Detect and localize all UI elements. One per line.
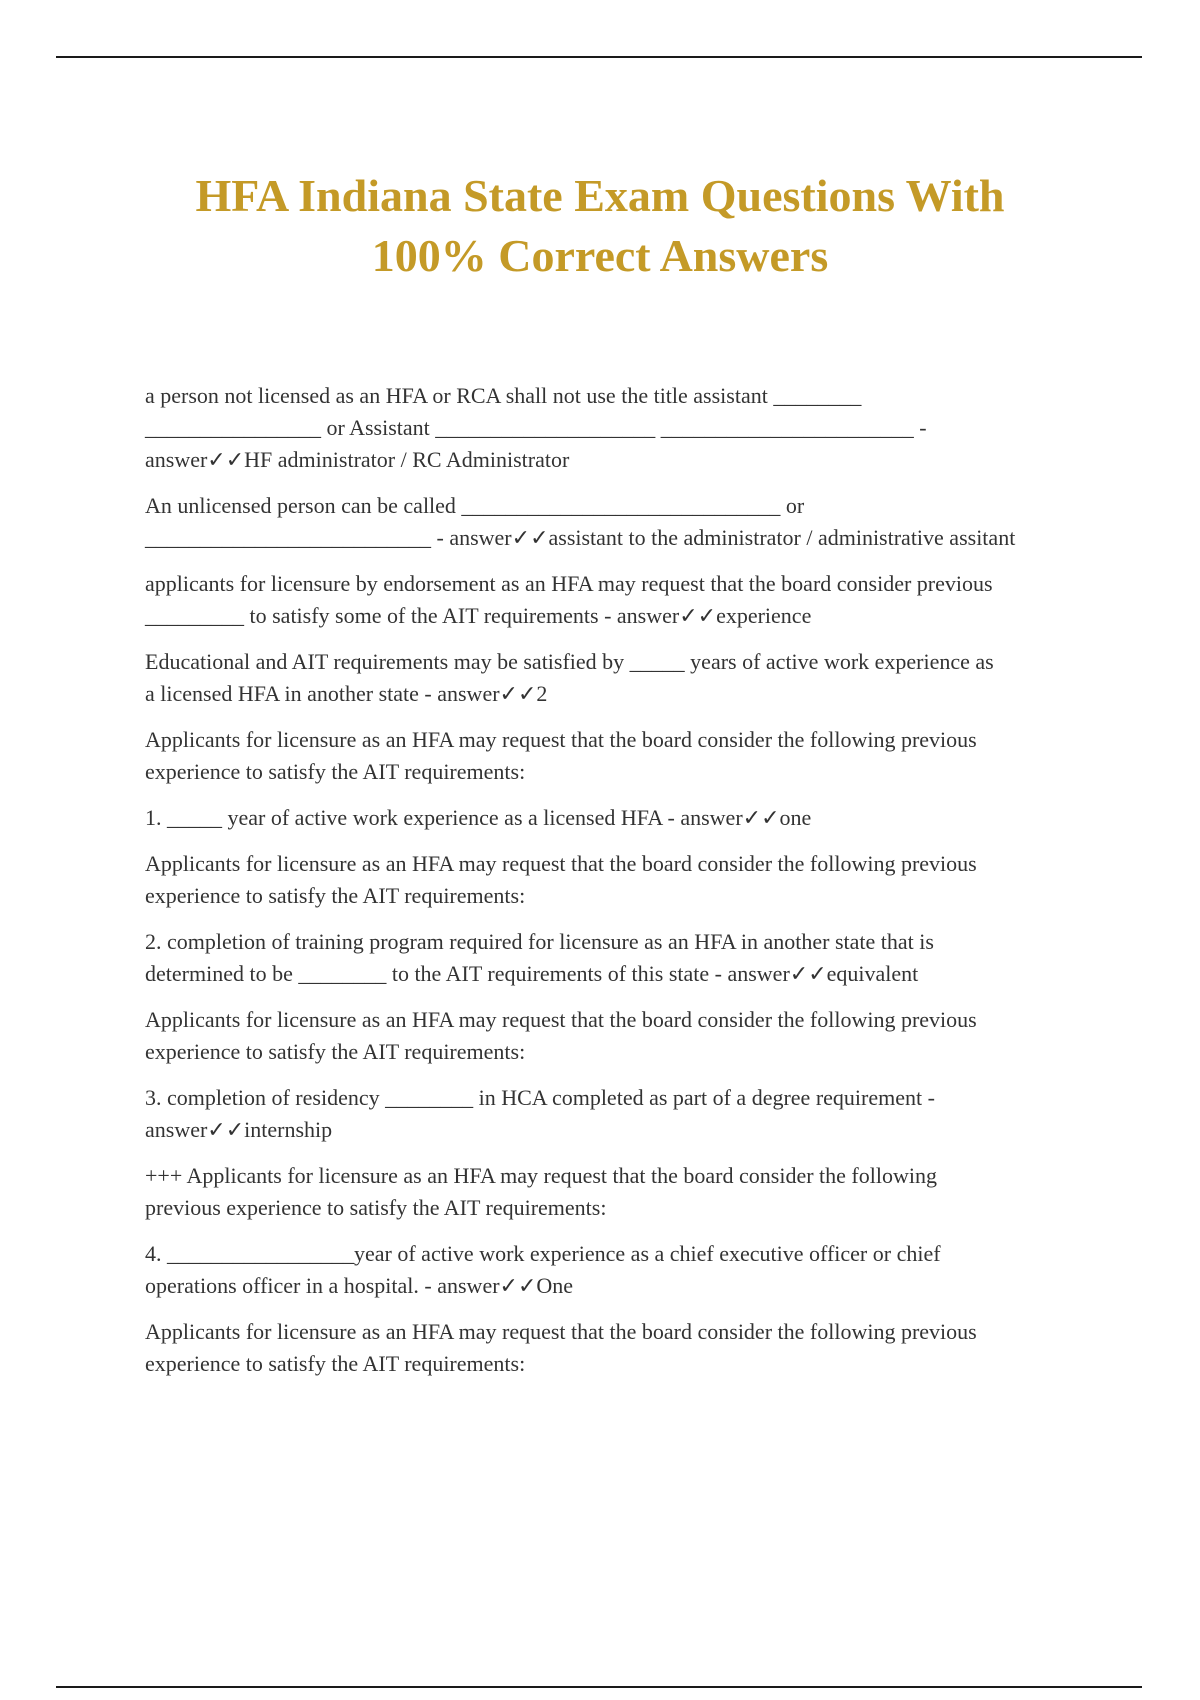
- paragraph-line: An unlicensed person can be called _____________________________ or: [145, 493, 805, 518]
- paragraph-line: 1. _____ year of active work experience as a licensed HFA - answer✓✓one: [145, 805, 812, 830]
- paragraph-line: __________________________ - answer✓✓assistant to the administrator / administrative assitant: [145, 525, 1016, 550]
- title-line-1: HFA Indiana State Exam Questions With: [195, 170, 1005, 221]
- paragraph-line: experience to satisfy the AIT requirements:: [145, 1039, 526, 1064]
- paragraph-line: Applicants for licensure as an HFA may request that the board consider the following previous: [145, 1319, 977, 1344]
- title-line-2: 100% Correct Answers: [371, 230, 829, 281]
- qa-paragraph: [145, 1082, 1095, 1146]
- paragraph-line: 2. completion of training program required for licensure as an HFA in another state that is: [145, 929, 934, 954]
- paragraph-line: Applicants for licensure as an HFA may request that the board consider the following previous: [145, 727, 977, 752]
- footer-rule: [56, 1686, 1142, 1688]
- paragraph-line: determined to be ________ to the AIT requirements of this state - answer✓✓equivalent: [145, 961, 919, 986]
- paragraph-line: operations officer in a hospital. - answer✓✓One: [145, 1273, 574, 1298]
- document-title: [100, 166, 1100, 286]
- qa-paragraph: [145, 1160, 1095, 1224]
- qa-paragraph: [145, 1316, 1095, 1380]
- paragraph-line: applicants for licensure by endorsement as an HFA may request that the board consider previous: [145, 571, 993, 596]
- paragraph-line: 4. _________________year of active work experience as a chief executive officer or chief: [145, 1241, 941, 1266]
- paragraph-line: experience to satisfy the AIT requirements:: [145, 1351, 526, 1376]
- paragraph-line: Educational and AIT requirements may be satisfied by _____ years of active work experience as: [145, 649, 994, 674]
- qa-paragraph: [145, 568, 1095, 632]
- paragraph-line: experience to satisfy the AIT requirements:: [145, 759, 526, 784]
- paragraph-line: answer✓✓internship: [145, 1117, 333, 1142]
- header-rule: [56, 56, 1142, 58]
- paragraph-line: 3. completion of residency ________ in HCA completed as part of a degree requirement -: [145, 1085, 935, 1110]
- qa-paragraph: [145, 1004, 1095, 1068]
- qa-paragraph: [145, 646, 1095, 710]
- paragraph-line: a person not licensed as an HFA or RCA shall not use the title assistant ________: [145, 383, 862, 408]
- paragraph-line: +++ Applicants for licensure as an HFA may request that the board consider the following: [145, 1163, 937, 1188]
- qa-paragraph: [145, 490, 1095, 554]
- qa-paragraph: [145, 724, 1095, 788]
- paragraph-line: _________ to satisfy some of the AIT requirements - answer✓✓experience: [145, 603, 812, 628]
- paragraph-line: answer✓✓HF administrator / RC Administrator: [145, 447, 570, 472]
- document-body: [145, 380, 1095, 1394]
- qa-paragraph: [145, 380, 1095, 476]
- qa-paragraph: [145, 848, 1095, 912]
- qa-paragraph: [145, 802, 1095, 834]
- paragraph-line: Applicants for licensure as an HFA may request that the board consider the following previous: [145, 1007, 977, 1032]
- paragraph-line: ________________ or Assistant ____________________ _______________________ -: [145, 415, 927, 440]
- qa-paragraph: [145, 926, 1095, 990]
- paragraph-line: a licensed HFA in another state - answer✓✓2: [145, 681, 548, 706]
- paragraph-line: experience to satisfy the AIT requirements:: [145, 883, 526, 908]
- qa-paragraph: [145, 1238, 1095, 1302]
- paragraph-line: previous experience to satisfy the AIT requirements:: [145, 1195, 607, 1220]
- paragraph-line: Applicants for licensure as an HFA may request that the board consider the following previous: [145, 851, 977, 876]
